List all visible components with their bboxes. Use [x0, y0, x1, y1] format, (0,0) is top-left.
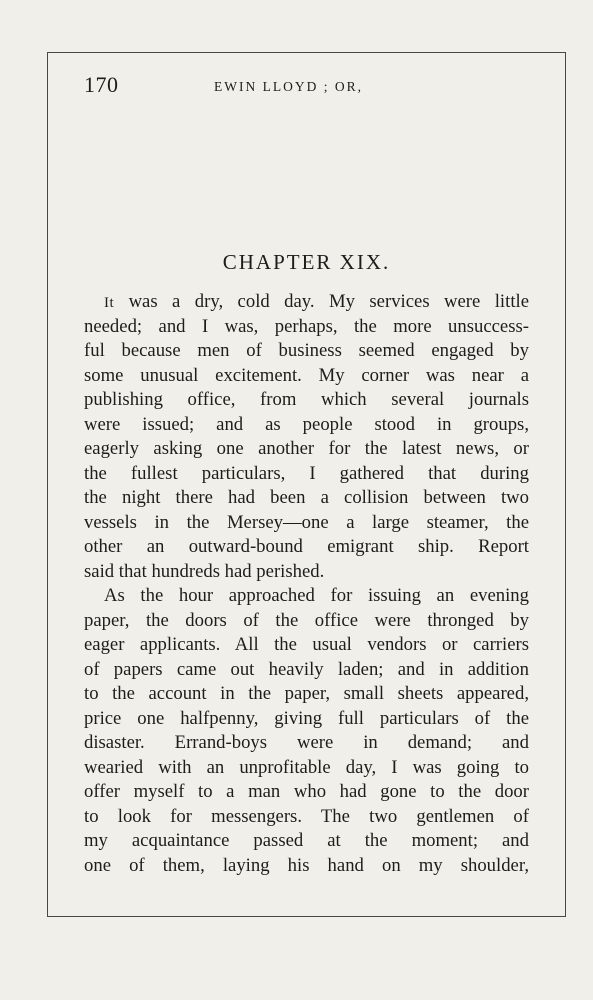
text-line: paper, the doors of the office were thronged by [84, 609, 529, 631]
text-line: some unusual excitement. My corner was near a [84, 364, 529, 386]
text-line: needed; and I was, perhaps, the more unsuccess- [84, 315, 529, 337]
text-line: my acquaintance passed at the moment; and [84, 830, 529, 851]
text-line: disaster. Errand-boys were in demand; and [84, 732, 529, 753]
text-line: eager applicants. All the usual vendors or carriers [84, 634, 529, 655]
text-line: ful because men of business seemed engaged by [84, 340, 529, 361]
text-line: the fullest particulars, I gathered that during [84, 462, 529, 484]
text-line: of papers came out heavily laden; and in addition [84, 658, 529, 680]
text-line-rest: was a dry, cold day. My services were little [114, 291, 529, 312]
running-title: EWIN LLOYD ; OR, [214, 79, 363, 94]
text-line: to the account in the paper, small sheets appeared, [84, 683, 529, 704]
text-line: vessels in the Mersey—one a large steamer, the [84, 511, 529, 533]
text-line: offer myself to a man who had gone to the door [84, 781, 529, 802]
text-line: were issued; and as people stood in groups, [84, 413, 529, 435]
text-line: said that hundreds had perished. [84, 560, 325, 582]
running-header [84, 72, 534, 112]
body-text [84, 290, 529, 878]
text-line: wearied with an unprofitable day, I was going to [84, 756, 529, 778]
text-line: other an outward-bound emigrant ship. Report [84, 536, 529, 557]
text-line: the night there had been a collision between two [84, 487, 529, 508]
text-line: one of them, laying his hand on my shoulder, [84, 854, 529, 876]
page-number: 170 [84, 72, 119, 97]
chapter-heading: CHAPTER XIX. [222, 250, 391, 274]
text-line: As the hour approached for issuing an evening [104, 585, 529, 606]
text-line [84, 290, 529, 315]
text-line: price one halfpenny, giving full particulars of the [84, 707, 529, 729]
text-line: eagerly asking one another for the latest news, or [84, 438, 529, 459]
drop-cap: It [104, 295, 115, 311]
text-line: publishing office, from which several journals [84, 389, 529, 410]
text-line: to look for messengers. The two gentlemen of [84, 805, 529, 827]
